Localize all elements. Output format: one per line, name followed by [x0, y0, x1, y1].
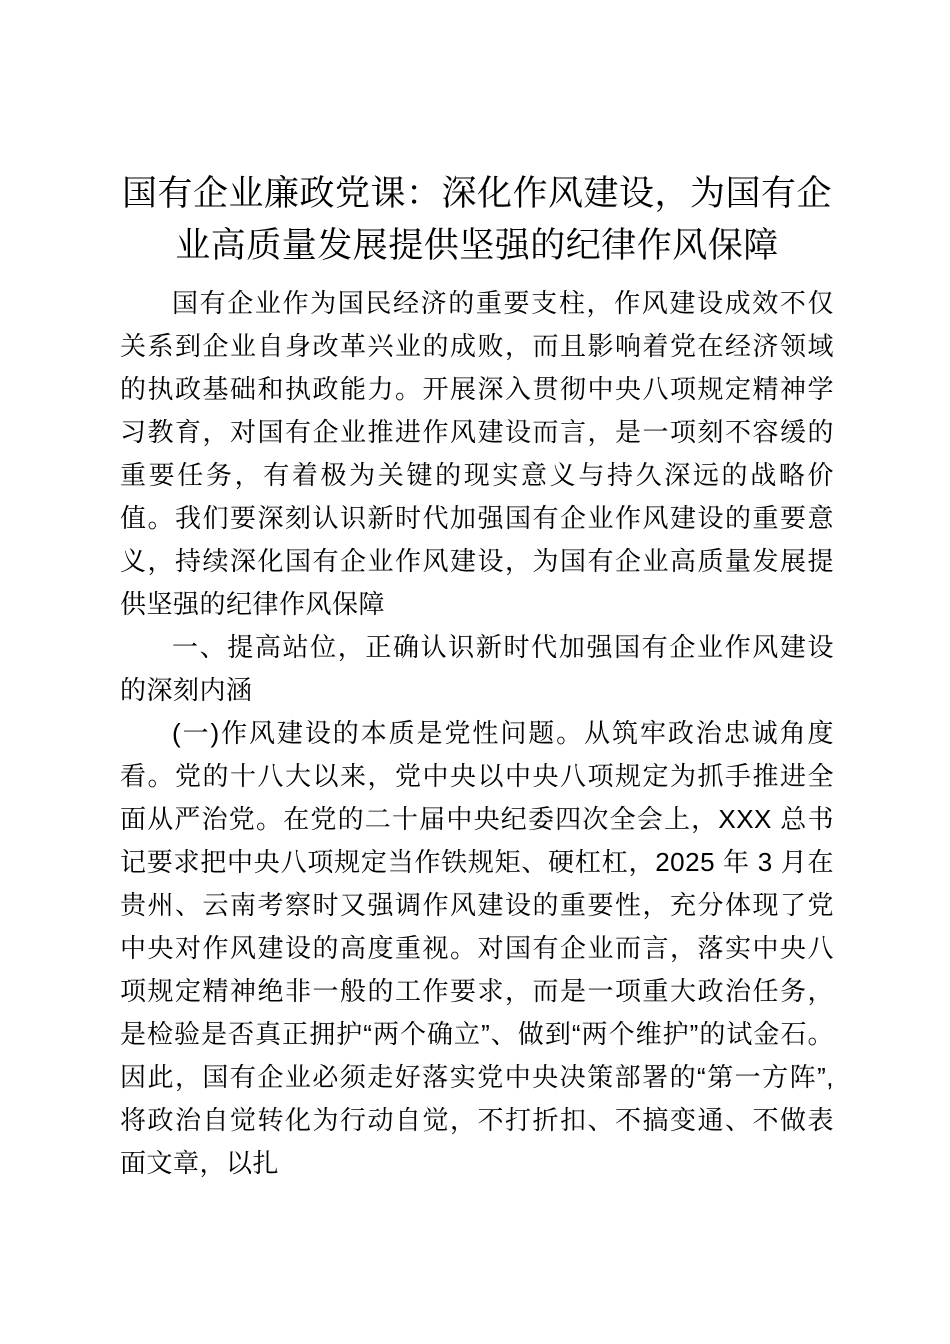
document-title: 国有企业廉政党课：深化作风建设，为国有企业高质量发展提供坚强的纪律作风保障	[121, 174, 832, 265]
paragraph-section-1-item-1: (一)作风建设的本质是党性问题。从筑牢政治忠诚角度看。党的十八大以来，党中央以中央八项规定为抓手推进全面从严治党。在党的二十届中央纪委四次全会上，XXX 总书记要求把中央八项规定当作铁规矩、硬杠杠，2025 年 3 月在贵州、云南考察时又强调作风建设的重要性，充分体现了党中央对作风建设的高度重视。对国有企业而言，落实中央八项规定精神绝非一般的工作要求，而是一项重大政治任务，是检验是否真正拥护“两个确立”、做到“两个维护”的试金石。因此，国有企业必须走好落实党中央决策部署的“第一方阵”,将政治自觉转化为行动自觉，不打折扣、不搞变通、不做表面文章，以扎	[120, 718, 834, 1178]
section-heading-1: 一、提高站位，正确认识新时代加强国有企业作风建设的深刻内涵	[120, 632, 834, 705]
paragraph-intro: 国有企业作为国民经济的重要支柱，作风建设成效不仅关系到企业自身改革兴业的成败，而且影响着党在经济领域的执政基础和执政能力。开展深入贯彻中央八项规定精神学习教育，对国有企业推进作风建设而言，是一项刻不容缓的重要任务，有着极为关键的现实意义与持久深远的战略价值。我们要深刻认识新时代加强国有企业作风建设的重要意义，持续深化国有企业作风建设，为国有企业高质量发展提供坚强的纪律作风保障	[120, 288, 834, 619]
